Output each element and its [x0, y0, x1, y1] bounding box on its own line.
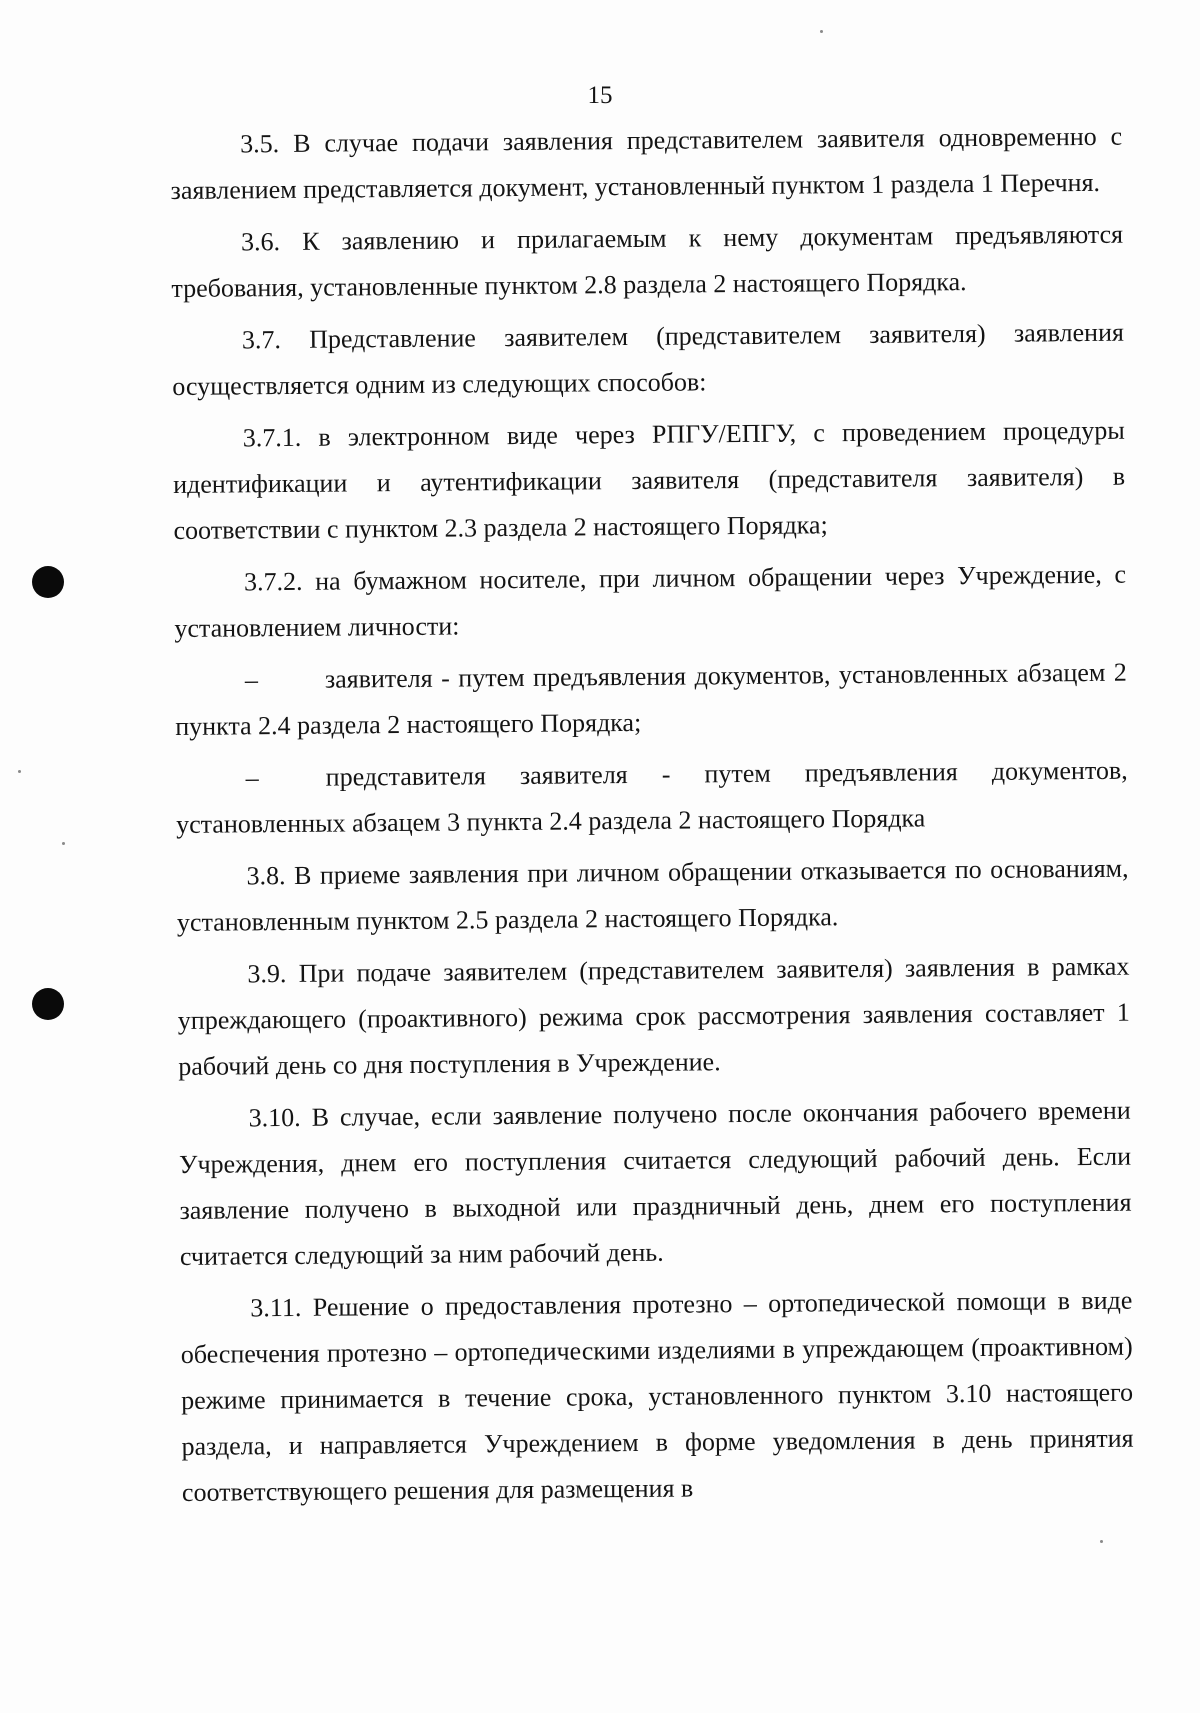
scan-speck	[62, 842, 65, 845]
paragraph: 3.7. Представление заявителем (представителем заявителя) заявления осуществляется одним из следующих способов:	[172, 317, 1124, 401]
punch-hole-mark	[32, 566, 64, 598]
scan-speck	[820, 30, 823, 33]
dash-marker: –	[244, 665, 258, 695]
list-item-text: представителя заявителя - путем предъявления документов, установленных абзацем 3 пункта 2.4 раздела 2 настоящего Порядка	[176, 755, 1128, 839]
paragraph: 3.10. В случае, если заявление получено после окончания рабочего времени Учреждения, днем его поступления считается следующий рабочий день. Если заявление получено в выходной или праздничный день, днем его поступления считается следующий за ним рабочий день.	[178, 1095, 1132, 1271]
paragraph: 3.11. Решение о предоставления протезно – ортопедической помощи в виде обеспечения протезно – ортопедическими изделиями в упреждающем (проактивном) режиме принимается в течение срока, установленного пунктом 3.10 настоящего раздела, и направляется Учреждением в форме уведомления в день принятия соответствующего решения для размещения в	[180, 1285, 1134, 1507]
dash-list-item	[176, 748, 1129, 848]
scan-speck	[1100, 1540, 1103, 1543]
dash-list-item	[175, 650, 1128, 750]
paragraph: 3.7.1. в электронном виде через РПГУ/ЕПГУ, с проведением процедуры идентификации и аутентификации заявителя (представителя заявителя) в соответствии с пунктом 2.3 раздела 2 настоящего Порядка;	[173, 415, 1126, 545]
list-item-text: заявителя - путем предъявления документов, установленных абзацем 2 пункта 2.4 раздела 2 настоящего Порядка;	[175, 657, 1127, 741]
paragraph: 3.6. К заявлению и прилагаемым к нему документам предъявляются требования, установленные пунктом 2.8 раздела 2 настоящего Порядка.	[171, 219, 1124, 303]
paragraph: 3.9. При подаче заявителем (представителем заявителя) заявления в рамках упреждающего (проактивного) режима срок рассмотрения заявления составляет 1 рабочий день со дня поступления в Учреждение.	[177, 951, 1130, 1081]
paragraph: 3.7.2. на бумажном носителе, при личном обращении через Учреждение, с установлением личности:	[174, 559, 1127, 643]
scan-speck	[18, 770, 21, 773]
punch-hole-mark	[32, 988, 64, 1020]
page-number: 15	[587, 82, 613, 109]
paragraph: 3.8. В приеме заявления при личном обращении отказывается по основаниям, установленным пунктом 2.5 раздела 2 настоящего Порядка.	[176, 853, 1129, 937]
dash-marker: –	[245, 763, 259, 793]
document-body	[170, 114, 1134, 1522]
paragraph: 3.5. В случае подачи заявления представителем заявителя одновременно с заявлением представляется документ, установленный пунктом 1 раздела 1 Перечня.	[170, 121, 1123, 205]
